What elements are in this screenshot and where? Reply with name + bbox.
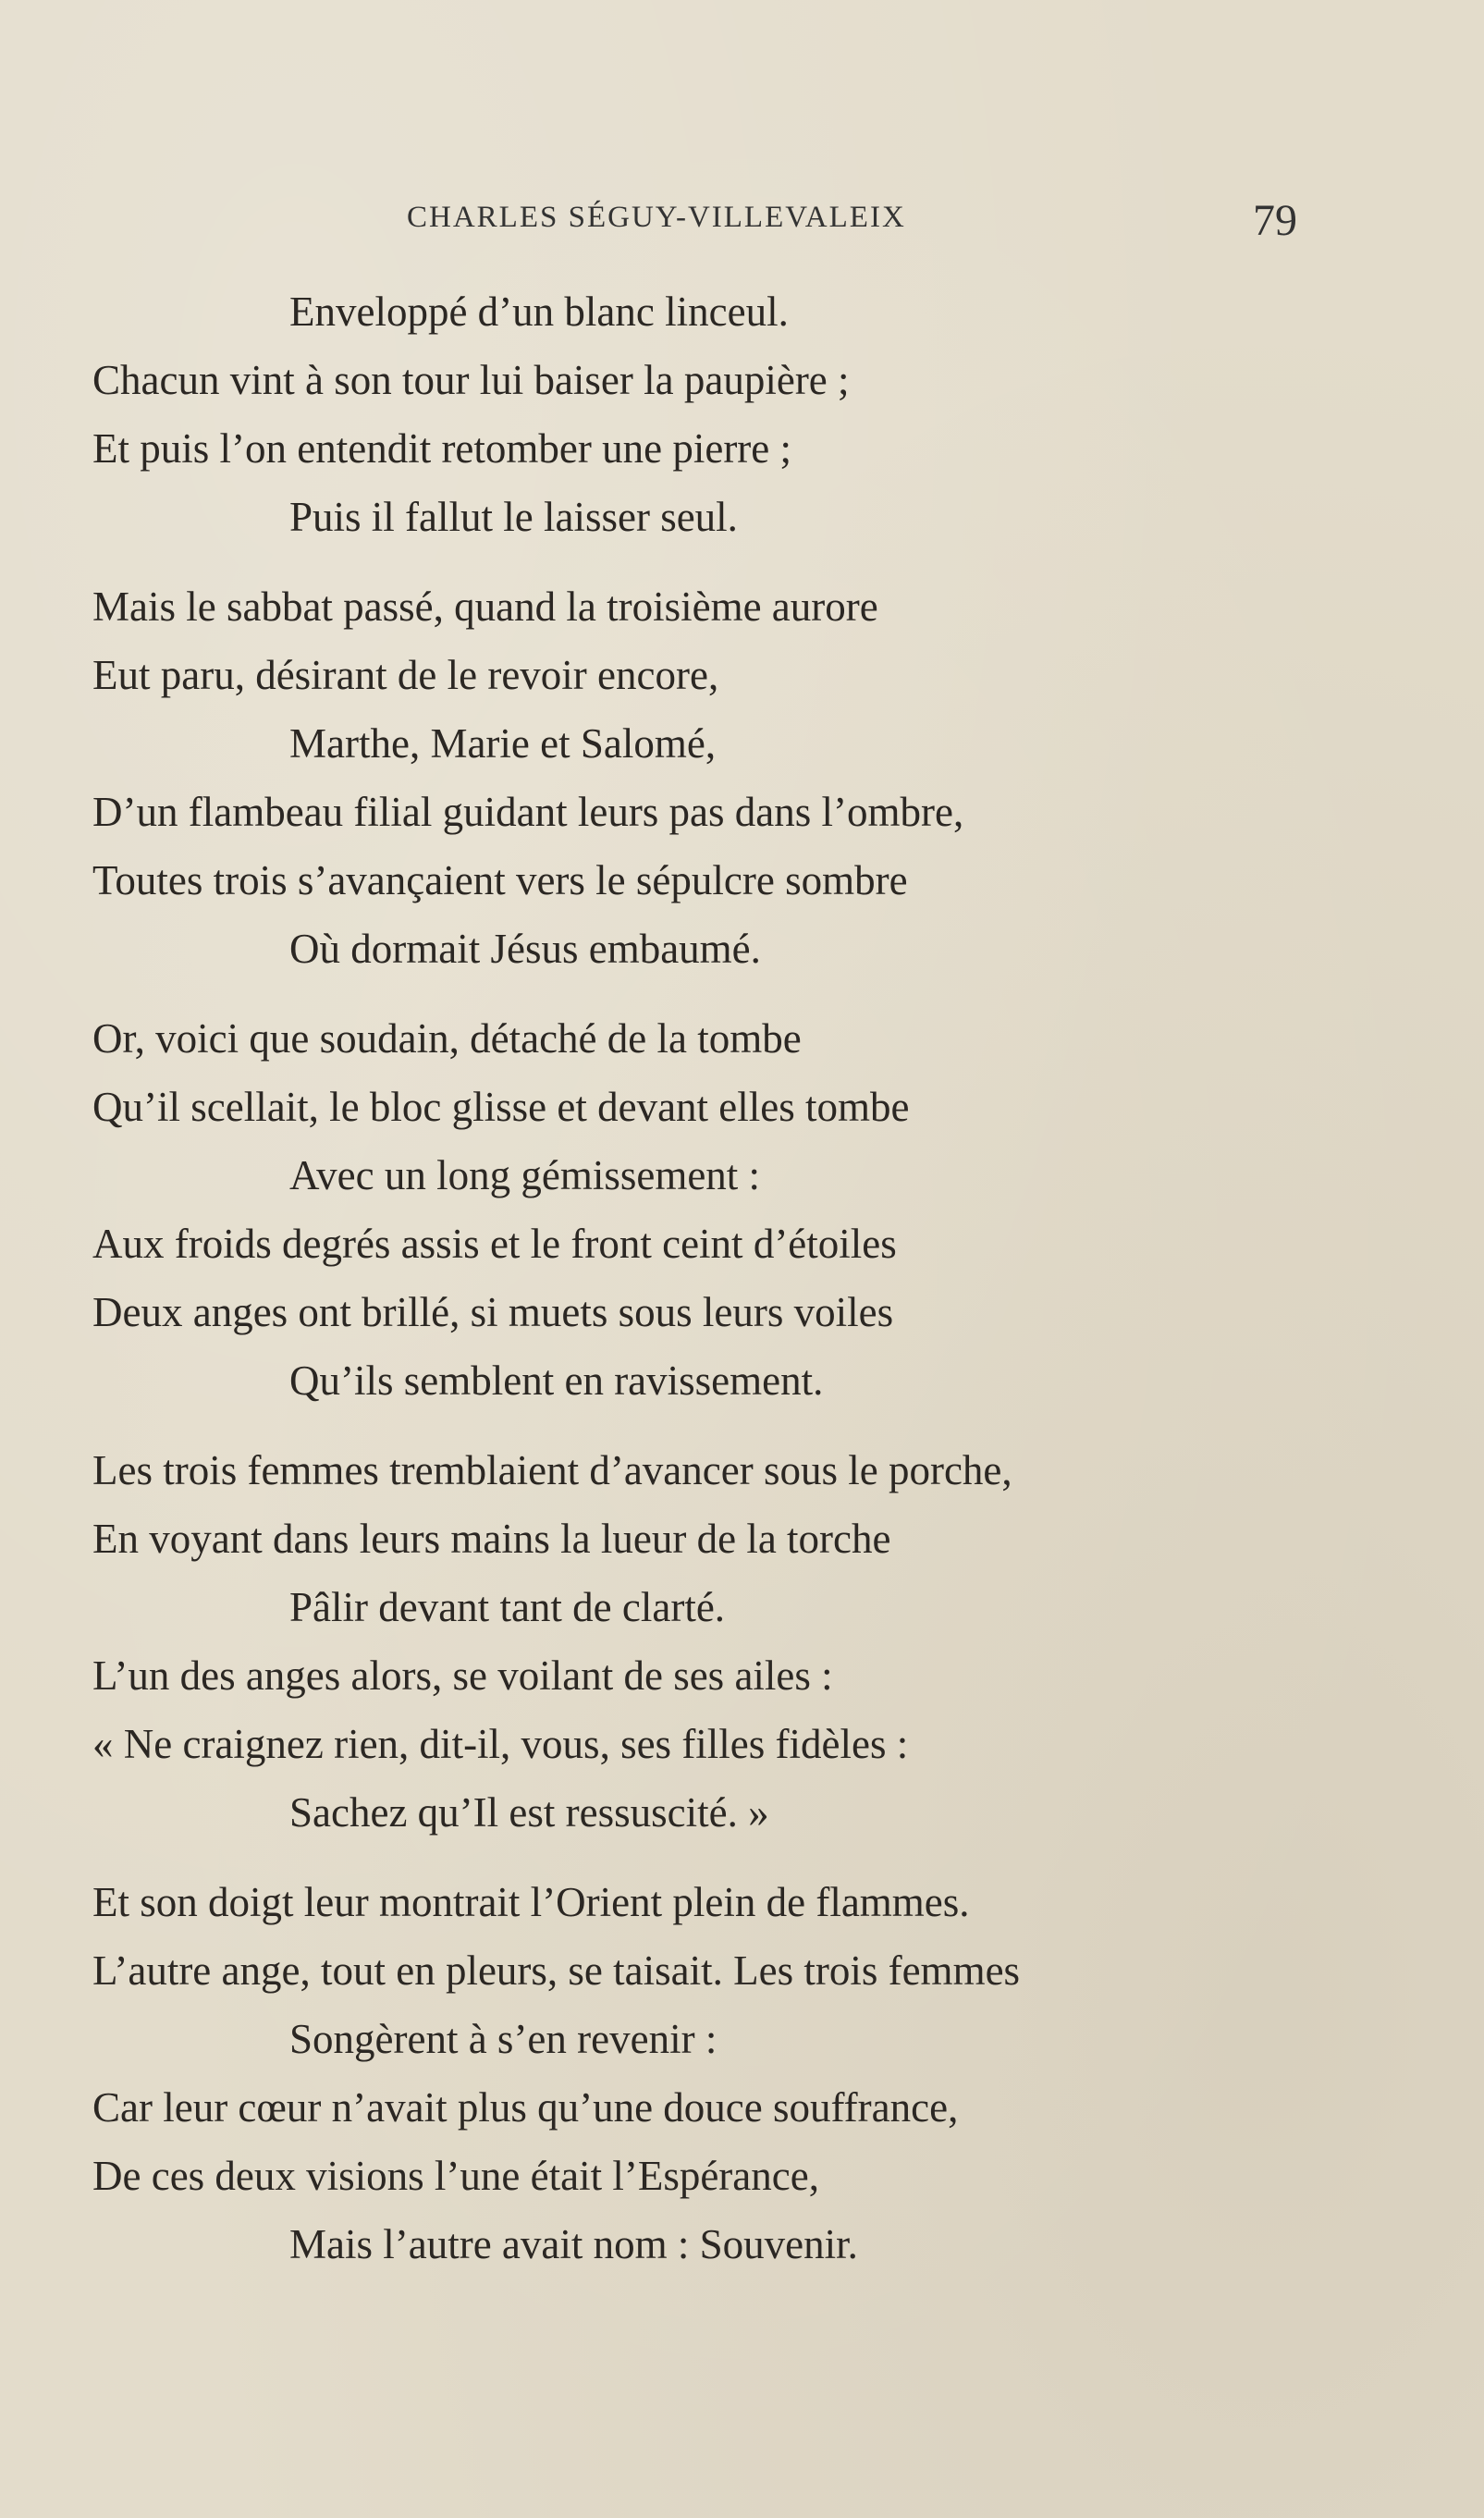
stanza xyxy=(92,1436,1424,1847)
poem xyxy=(92,277,1424,2300)
stanza xyxy=(92,1004,1424,1415)
poem-line: Aux froids degrés assis et le front ceint d’étoiles xyxy=(92,1221,897,1267)
running-head-title: CHARLES SÉGUY-VILLEVALEIX xyxy=(407,201,906,234)
poem-line: Et puis l’on entendit retomber une pierre ; xyxy=(92,425,792,472)
poem-line: L’un des anges alors, se voilant de ses ailes : xyxy=(92,1652,833,1699)
poem-line: Or, voici que soudain, détaché de la tombe xyxy=(92,1015,802,1062)
running-head xyxy=(0,190,1484,245)
stanza xyxy=(92,572,1424,983)
poem-line: Les trois femmes tremblaient d’avancer sous le porche, xyxy=(92,1447,1012,1493)
stanza xyxy=(92,1868,1424,2278)
poem-line: Eut paru, désirant de le revoir encore, xyxy=(92,652,719,698)
poem-line: Enveloppé d’un blanc linceul. xyxy=(289,289,789,335)
poem-line: Toutes trois s’avançaient vers le sépulcre sombre xyxy=(92,857,908,903)
poem-line: Deux anges ont brillé, si muets sous leurs voiles xyxy=(92,1289,894,1335)
poem-line: Songèrent à s’en revenir : xyxy=(289,2016,717,2062)
stanza xyxy=(92,277,1424,551)
poem-line: « Ne craignez rien, dit-il, vous, ses filles fidèles : xyxy=(92,1721,909,1767)
poem-line: Mais l’autre avait nom : Souvenir. xyxy=(289,2221,858,2267)
poem-line: Chacun vint à son tour lui baiser la paupière ; xyxy=(92,357,850,403)
poem-line: Et son doigt leur montrait l’Orient plein de flammes. xyxy=(92,1879,970,1925)
poem-line: Car leur cœur n’avait plus qu’une douce souffrance, xyxy=(92,2084,959,2131)
poem-line: Qu’il scellait, le bloc glisse et devant elles tombe xyxy=(92,1084,910,1130)
poem-line: Puis il fallut le laisser seul. xyxy=(289,494,738,540)
poem-line: Avec un long gémissement : xyxy=(289,1152,761,1198)
poem-line: Marthe, Marie et Salomé, xyxy=(289,720,717,767)
poem-line: Mais le sabbat passé, quand la troisième aurore xyxy=(92,583,878,630)
poem-line: D’un flambeau filial guidant leurs pas dans l’ombre, xyxy=(92,789,964,835)
poem-line: En voyant dans leurs mains la lueur de la torche xyxy=(92,1516,891,1562)
page-number: 79 xyxy=(1253,196,1297,245)
poem-line: L’autre ange, tout en pleurs, se taisait. Les trois femmes xyxy=(92,1947,1021,1994)
poem-line: Sachez qu’Il est ressuscité. » xyxy=(289,1789,769,1836)
poem-line: Qu’ils semblent en ravissement. xyxy=(289,1357,824,1404)
poem-line: De ces deux visions l’une était l’Espérance, xyxy=(92,2153,819,2199)
poem-line: Pâlir devant tant de clarté. xyxy=(289,1584,726,1630)
poem-line: Où dormait Jésus embaumé. xyxy=(289,926,761,972)
